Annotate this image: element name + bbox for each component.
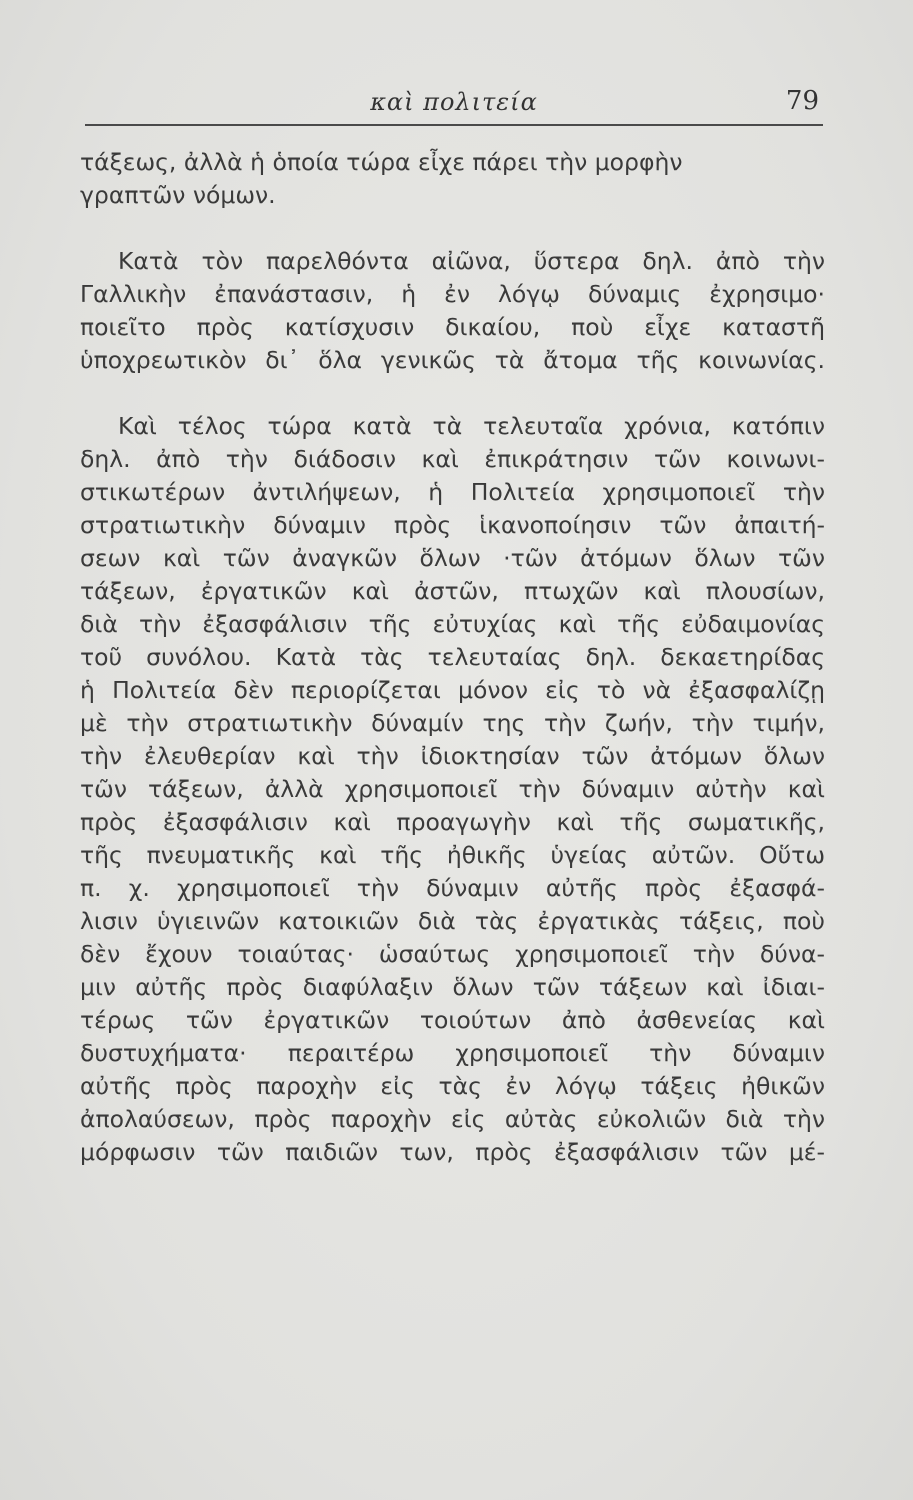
text-line: δηλ. ἀπὸ τὴν διάδοσιν καὶ ἐπικράτησιν τῶν κοινωνι-: [80, 445, 825, 473]
body-text: [80, 146, 825, 1169]
text-line: στρατιωτικὴν δύναμιν πρὸς ἱκανοποίησιν τῶν ἀπαιτή-: [80, 511, 825, 539]
text-line: ποιεῖτο πρὸς κατίσχυσιν δικαίου, ποὺ εἶχε καταστῆ: [80, 313, 825, 341]
text-line: δυστυχήματα· περαιτέρω χρησιμοποιεῖ τὴν δύναμιν: [80, 1039, 825, 1067]
text-line: τάξεων, ἐργατικῶν καὶ ἀστῶν, πτωχῶν καὶ πλουσίων,: [80, 577, 825, 605]
text-line: μιν αὐτῆς πρὸς διαφύλαξιν ὅλων τῶν τάξεων καὶ ἰδιαι-: [80, 973, 825, 1001]
text-line: στικωτέρων ἀντιλήψεων, ἡ Πολιτεία χρησιμοποιεῖ τὴν: [80, 478, 825, 506]
text-line: διὰ τὴν ἐξασφάλισιν τῆς εὐτυχίας καὶ τῆς εὐδαιμονίας: [80, 610, 825, 638]
paragraph-gap: [80, 377, 825, 410]
text-line: τὴν ἐλευθερίαν καὶ τὴν ἰδιοκτησίαν τῶν ἀτόμων ὅλων: [80, 742, 825, 770]
text-line: π. χ. χρησιμοποιεῖ τὴν δύναμιν αὐτῆς πρὸς ἐξασφά-: [80, 874, 825, 902]
text-line: τῶν τάξεων, ἀλλὰ χρησιμοποιεῖ τὴν δύναμιν αὐτὴν καὶ: [80, 775, 825, 803]
text-line: ὑποχρεωτικὸν δι᾽ ὅλα γενικῶς τὰ ἄτομα τῆς κοινωνίας.: [80, 346, 825, 374]
page-number: 79: [785, 86, 819, 116]
text-line: ἀπολαύσεων, πρὸς παροχὴν εἰς αὐτὰς εὐκολιῶν διὰ τὴν: [80, 1105, 825, 1133]
text-line: λισιν ὑγιεινῶν κατοικιῶν διὰ τὰς ἐργατικὰς τάξεις, ποὺ: [80, 907, 825, 935]
running-title: καὶ πολιτεία: [370, 88, 538, 116]
text-line: πρὸς ἐξασφάλισιν καὶ προαγωγὴν καὶ τῆς σωματικῆς,: [80, 808, 825, 836]
text-line: αὐτῆς πρὸς παροχὴν εἰς τὰς ἐν λόγῳ τάξεις ἠθικῶν: [80, 1072, 825, 1100]
text-line: τοῦ συνόλου. Κατὰ τὰς τελευταίας δηλ. δεκαετηρίδας: [80, 643, 825, 671]
text-line: μόρφωσιν τῶν παιδιῶν των, πρὸς ἐξασφάλισιν τῶν μέ-: [80, 1138, 825, 1166]
text-line: τῆς πνευματικῆς καὶ τῆς ἠθικῆς ὑγείας αὐτῶν. Οὕτω: [80, 841, 825, 869]
text-line: Κατὰ τὸν παρελθόντα αἰῶνα, ὕστερα δηλ. ἀπὸ τὴν: [118, 247, 825, 275]
text-line: τάξεως, ἀλλὰ ἡ ὁποία τώρα εἶχε πάρει τὴν μορφὴν: [80, 148, 683, 176]
text-line: τέρως τῶν ἐργατικῶν τοιούτων ἀπὸ ἀσθενείας καὶ: [80, 1006, 825, 1034]
text-line: Καὶ τέλος τώρα κατὰ τὰ τελευταῖα χρόνια, κατόπιν: [118, 412, 825, 440]
text-line: σεων καὶ τῶν ἀναγκῶν ὅλων ·τῶν ἀτόμων ὅλων τῶν: [80, 544, 825, 572]
text-line: δὲν ἔχουν τοιαύτας· ὡσαύτως χρησιμοποιεῖ τὴν δύνα-: [80, 940, 825, 968]
text-line: γραπτῶν νόμων.: [80, 181, 276, 209]
text-line: μὲ τὴν στρατιωτικὴν δύναμίν της τὴν ζωήν, τὴν τιμήν,: [80, 709, 825, 737]
text-line: Γαλλικὴν ἐπανάστασιν, ἡ ἐν λόγῳ δύναμις ἐχρησιμο·: [80, 280, 825, 308]
text-line: ἡ Πολιτεία δὲν περιορίζεται μόνον εἰς τὸ νὰ ἐξασφαλίζῃ: [80, 676, 825, 704]
paragraph-gap: [80, 212, 825, 245]
page-header: [85, 84, 823, 126]
